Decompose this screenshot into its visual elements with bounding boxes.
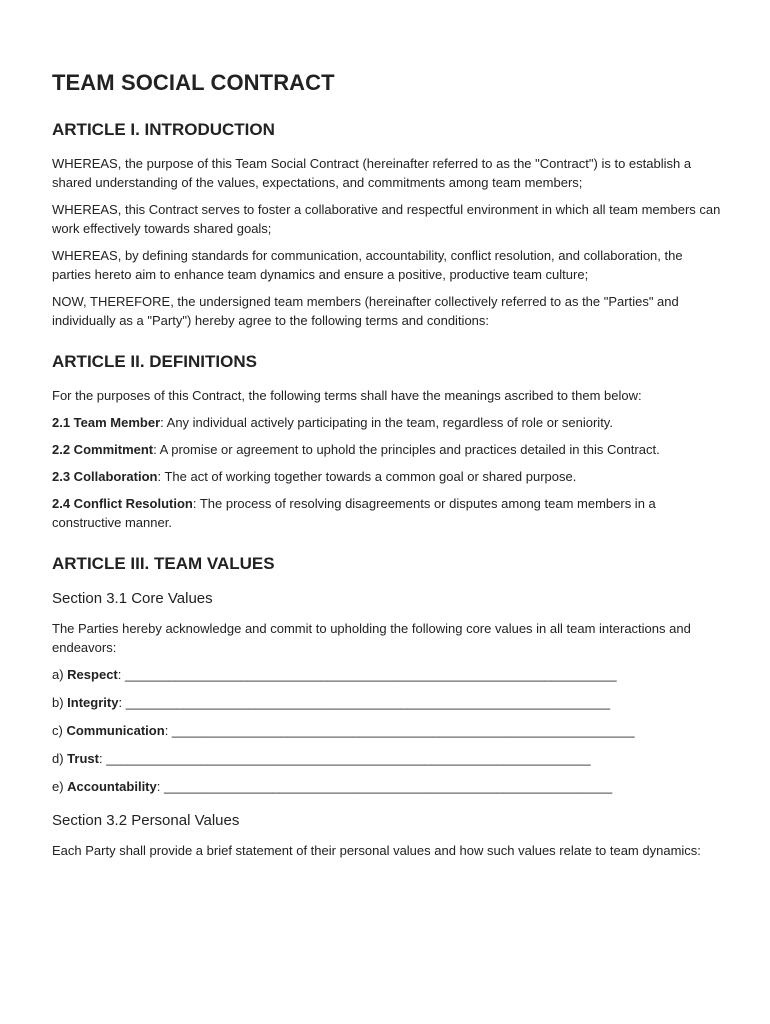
definition-term: 2.3 Collaboration xyxy=(52,469,158,484)
value-prefix: a) xyxy=(52,667,68,682)
section-3-2-heading: Section 3.2 Personal Values xyxy=(52,812,240,829)
article-2-heading: ARTICLE II. DEFINITIONS xyxy=(52,352,257,371)
value-blank-line: : ______________________________________________________________ xyxy=(156,779,613,794)
section-3-1-heading: Section 3.1 Core Values xyxy=(52,590,213,607)
article-1-paragraph: WHEREAS, this Contract serves to foster a collaborative and respectful environment in which all team members can work effectively towards shared goals; xyxy=(52,202,721,236)
definition-text: : The process of resolving disagreements or disputes among team members in a constructive manner. xyxy=(52,496,656,530)
document-page xyxy=(52,70,724,868)
definition-term: 2.4 Conflict Resolution xyxy=(52,496,193,511)
definition-term: 2.2 Commitment xyxy=(52,442,154,457)
value-prefix: e) xyxy=(52,779,68,794)
core-value-integrity xyxy=(52,693,724,712)
value-term: Accountability xyxy=(67,779,157,794)
value-prefix: d) xyxy=(52,751,68,766)
core-value-respect xyxy=(52,665,724,684)
core-value-trust xyxy=(52,749,724,768)
value-term: Integrity xyxy=(67,695,119,710)
article-2-intro: For the purposes of this Contract, the following terms shall have the meanings ascribed to them below: xyxy=(52,388,642,403)
definition-item xyxy=(52,467,724,486)
value-prefix: c) xyxy=(52,723,67,738)
value-blank-line: : ____________________________________________________________________ xyxy=(117,667,617,682)
article-1-heading: ARTICLE I. INTRODUCTION xyxy=(52,120,275,139)
definition-term: 2.1 Team Member xyxy=(52,415,161,430)
core-value-communication xyxy=(52,721,724,740)
document-title: TEAM SOCIAL CONTRACT xyxy=(52,70,335,95)
article-1-paragraph: WHEREAS, the purpose of this Team Social Contract (hereinafter referred to as the "Contract") is to establish a shared understanding of the values, expectations, and commitments among team members; xyxy=(52,156,692,190)
definition-text: : A promise or agreement to uphold the principles and practices detailed in this Contract. xyxy=(153,442,660,457)
value-term: Trust xyxy=(67,751,99,766)
section-3-2-intro: Each Party shall provide a brief statement of their personal values and how such values relate to team dynamics: xyxy=(52,843,701,858)
value-prefix: b) xyxy=(52,695,68,710)
value-term: Communication xyxy=(66,723,165,738)
section-3-1-intro: The Parties hereby acknowledge and commit to upholding the following core values in all team interactions and endeavors: xyxy=(52,621,691,655)
value-term: Respect xyxy=(67,667,118,682)
core-value-accountability xyxy=(52,777,724,796)
value-blank-line: : ___________________________________________________________________ xyxy=(98,751,591,766)
article-1-paragraph: NOW, THEREFORE, the undersigned team members (hereinafter collectively referred to as the "Parties" and individually as a "Party") hereby agree to the following terms and conditions: xyxy=(52,294,679,328)
definition-text: : Any individual actively participating in the team, regardless of role or seniority. xyxy=(160,415,613,430)
article-1-paragraph: WHEREAS, by defining standards for communication, accountability, conflict resolution, and collaboration, the parties hereto aim to enhance team dynamics and ensure a positive, productive team culture; xyxy=(52,248,683,282)
definition-item xyxy=(52,494,724,532)
article-3-heading: ARTICLE III. TEAM VALUES xyxy=(52,554,275,573)
value-blank-line: : ________________________________________________________________ xyxy=(164,723,635,738)
definition-text: : The act of working together towards a common goal or shared purpose. xyxy=(157,469,577,484)
value-blank-line: : ___________________________________________________________________ xyxy=(118,695,611,710)
definition-item xyxy=(52,413,724,432)
definition-item xyxy=(52,440,724,459)
